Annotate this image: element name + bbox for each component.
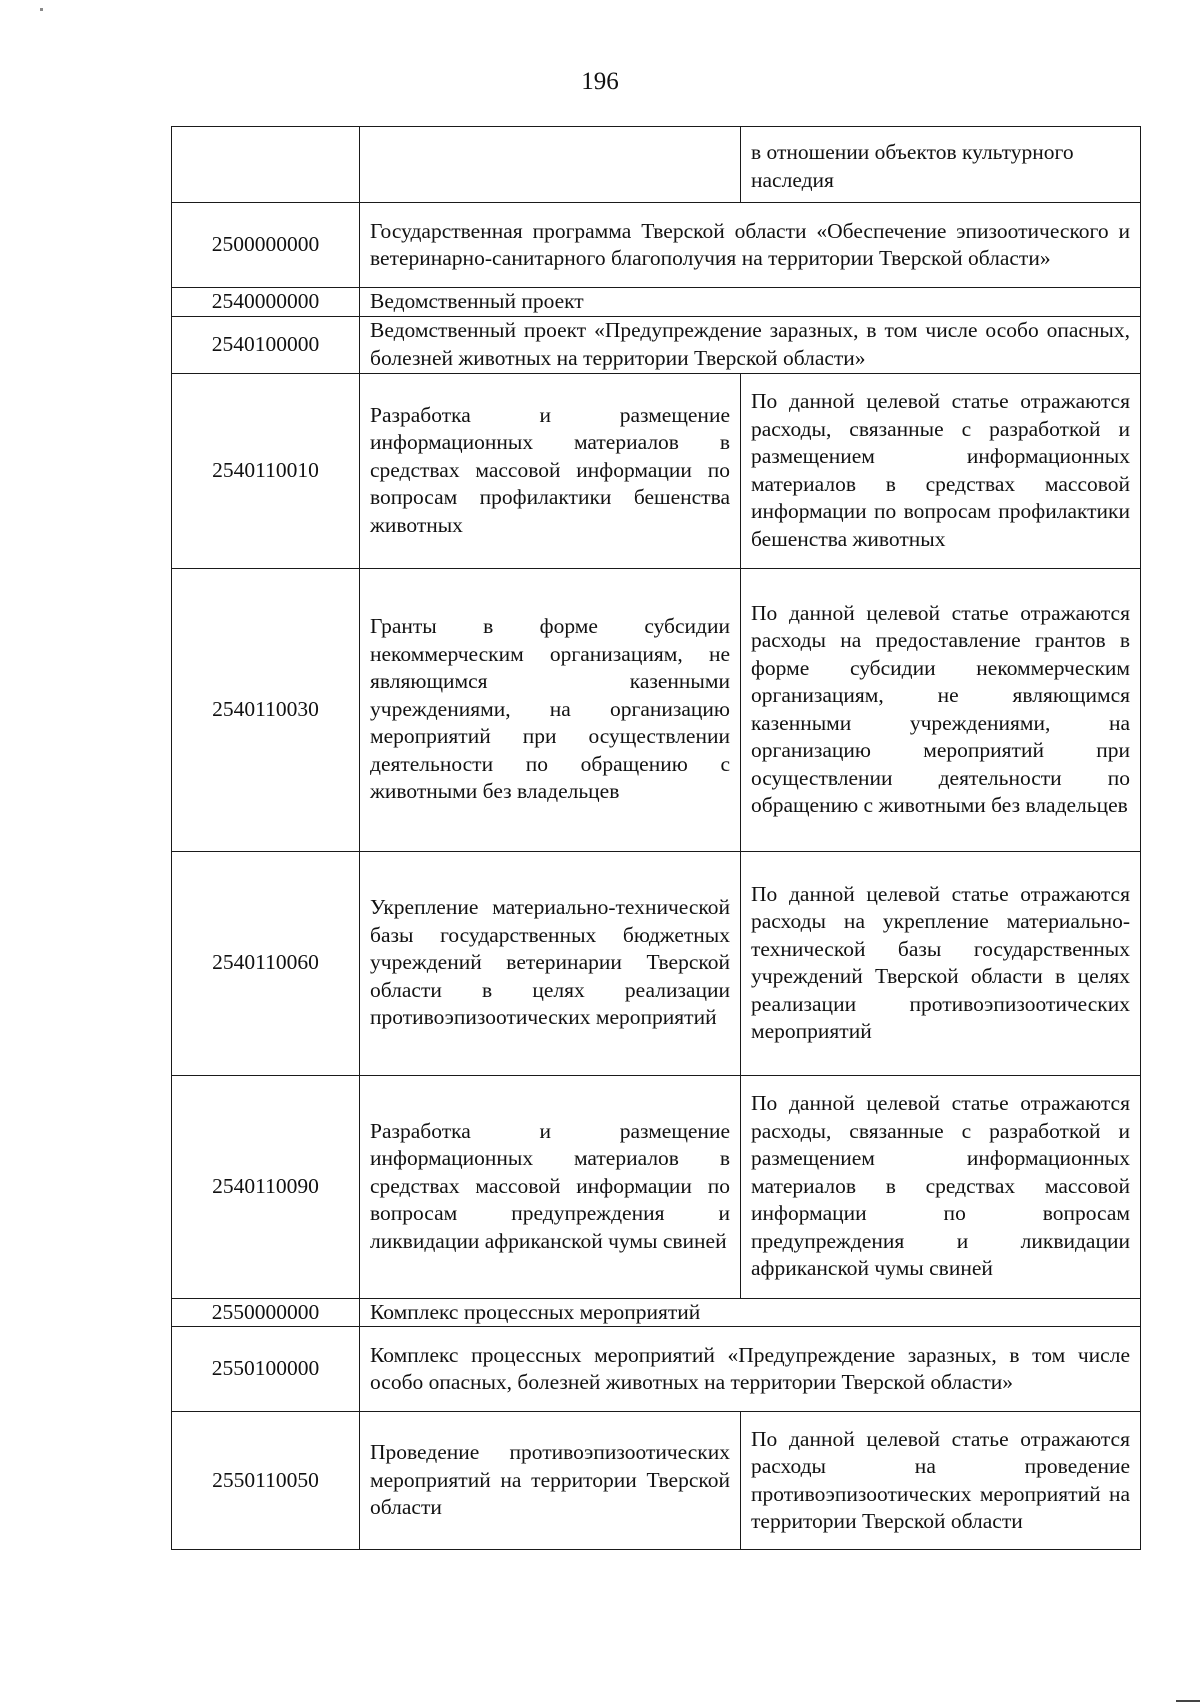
code-cell: 2540110090 xyxy=(172,1075,360,1298)
code-cell: 2550110050 xyxy=(172,1412,360,1550)
description-cell: По данной целевой статье отражаются расходы, связанные с разработкой и размещением информационных материалов в средствах массовой информации по вопросам профилактики бешенства животных xyxy=(741,373,1141,568)
description-cell: По данной целевой статье отражаются расходы, связанные с разработкой и размещением информационных материалов в средствах массовой информации по вопросам предупреждения и ликвидации африканской чумы свиней xyxy=(741,1075,1141,1298)
code-cell: 2550000000 xyxy=(172,1298,360,1327)
table-row xyxy=(172,1327,1141,1412)
name-cell: Разработка и размещение информационных материалов в средствах массовой информации по вопросам профилактики бешенства животных xyxy=(360,373,741,568)
page-number: 196 xyxy=(581,68,619,95)
name-cell xyxy=(360,127,741,203)
code-cell xyxy=(172,127,360,203)
name-cell: Укрепление материально-технической базы государственных бюджетных учреждений ветеринарии Тверской области в целях реализации противоэпизоотических мероприятий xyxy=(360,851,741,1075)
table-row xyxy=(172,288,1141,317)
code-cell: 2540110030 xyxy=(172,568,360,851)
table-row xyxy=(172,568,1141,851)
name-cell: Ведомственный проект xyxy=(360,288,1141,317)
code-cell: 2540100000 xyxy=(172,316,360,373)
table-row xyxy=(172,1075,1141,1298)
description-cell: По данной целевой статье отражаются расходы на предоставление грантов в форме субсидии некоммерческим организациям, не являющимся казенными учреждениями, на организацию мероприятий при осуществлении деятельности по обращению с животными без владельцев xyxy=(741,568,1141,851)
table-row xyxy=(172,203,1141,288)
code-cell: 2540110060 xyxy=(172,851,360,1075)
scan-speck xyxy=(1176,1700,1200,1702)
code-cell: 2540000000 xyxy=(172,288,360,317)
table-row xyxy=(172,1412,1141,1550)
table-row xyxy=(172,1298,1141,1327)
name-cell: Разработка и размещение информационных материалов в средствах массовой информации по вопросам предупреждения и ликвидации африканской чумы свиней xyxy=(360,1075,741,1298)
name-cell: Государственная программа Тверской области «Обеспечение эпизоотического и ветеринарно-санитарного благополучия на территории Тверской области» xyxy=(360,203,1141,288)
table-row xyxy=(172,316,1141,373)
code-cell: 2500000000 xyxy=(172,203,360,288)
table-row xyxy=(172,373,1141,568)
name-cell: Проведение противоэпизоотических мероприятий на территории Тверской области xyxy=(360,1412,741,1550)
name-cell: Комплекс процессных мероприятий «Предупреждение заразных, в том числе особо опасных, болезней животных на территории Тверской области» xyxy=(360,1327,1141,1412)
target-items-table xyxy=(171,126,1141,1550)
code-cell: 2540110010 xyxy=(172,373,360,568)
description-cell: По данной целевой статье отражаются расходы на укрепление материально-технической базы государственных учреждений Тверской области в целях реализации противоэпизоотических мероприятий xyxy=(741,851,1141,1075)
scan-speck xyxy=(40,8,43,11)
name-cell: Гранты в форме субсидии некоммерческим организациям, не являющимся казенными учреждениями, на организацию мероприятий при осуществлении деятельности по обращению с животными без владельцев xyxy=(360,568,741,851)
code-cell: 2550100000 xyxy=(172,1327,360,1412)
table-row xyxy=(172,851,1141,1075)
table-row xyxy=(172,127,1141,203)
name-cell: Комплекс процессных мероприятий xyxy=(360,1298,1141,1327)
description-cell: в отношении объектов культурного наследия xyxy=(741,127,1141,203)
name-cell: Ведомственный проект «Предупреждение заразных, в том числе особо опасных, болезней животных на территории Тверской области» xyxy=(360,316,1141,373)
description-cell: По данной целевой статье отражаются расходы на проведение противоэпизоотических мероприятий на территории Тверской области xyxy=(741,1412,1141,1550)
